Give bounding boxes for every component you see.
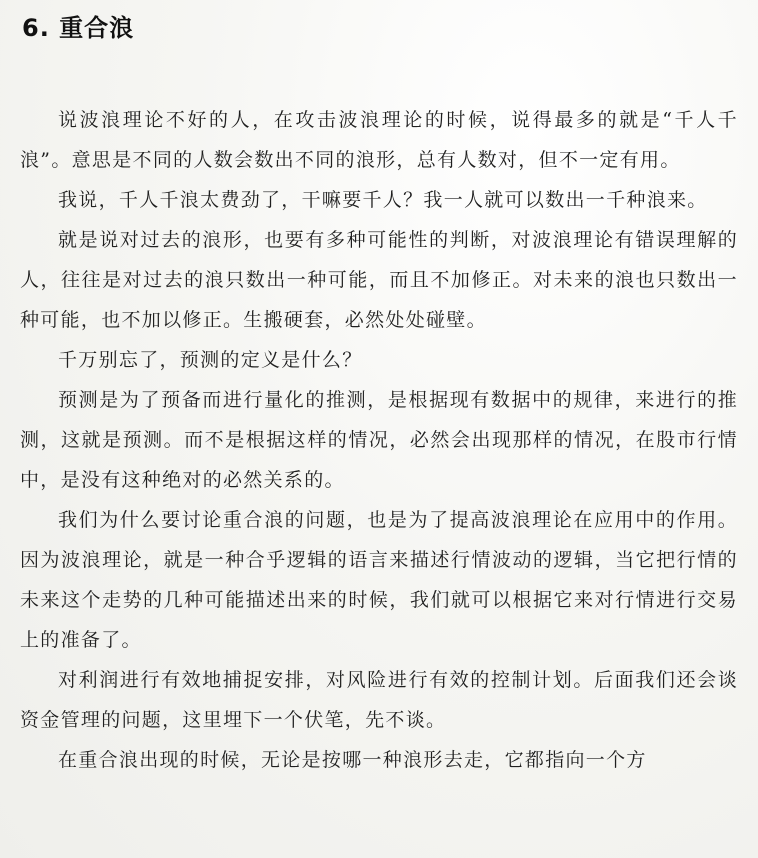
paragraph: 在重合浪出现的时候，无论是按哪一种浪形去走，它都指向一个方 xyxy=(58,749,647,771)
section-title: 6. 重合浪 xyxy=(22,14,135,42)
paragraph: 预测是为了预备而进行量化的推测，是根据现有数据中的规律，来进行的推测，这就是预测。而不是根据这样的情况，必然会出现那样的情况，在股市行情中，是没有这种绝对的必然关系的。 xyxy=(20,389,738,491)
paragraph: 千万别忘了，预测的定义是什么？ xyxy=(58,349,363,371)
paragraph: 说波浪理论不好的人，在攻击波浪理论的时候，说得最多的就是“千人千浪”。意思是不同的人数会数出不同的浪形，总有人数对，但不一定有用。 xyxy=(20,109,738,171)
body-text xyxy=(20,100,738,780)
paragraph: 我说，千人千浪太费劲了，干嘛要千人？我一人就可以数出一千种浪来。 xyxy=(58,189,708,211)
paragraph: 我们为什么要讨论重合浪的问题，也是为了提高波浪理论在应用中的作用。因为波浪理论，就是一种合乎逻辑的语言来描述行情波动的逻辑，当它把行情的未来这个走势的几种可能描述出来的时候，我们就可以根据它来对行情进行交易上的准备了。 xyxy=(20,509,738,651)
paragraph: 就是说对过去的浪形，也要有多种可能性的判断，对波浪理论有错误理解的人，往往是对过去的浪只数出一种可能，而且不加修正。对未来的浪也只数出一种可能，也不加以修正。生搬硬套，必然处处碰壁。 xyxy=(20,229,738,331)
paragraph: 对利润进行有效地捕捉安排，对风险进行有效的控制计划。后面我们还会谈资金管理的问题，这里埋下一个伏笔，先不谈。 xyxy=(20,669,738,731)
